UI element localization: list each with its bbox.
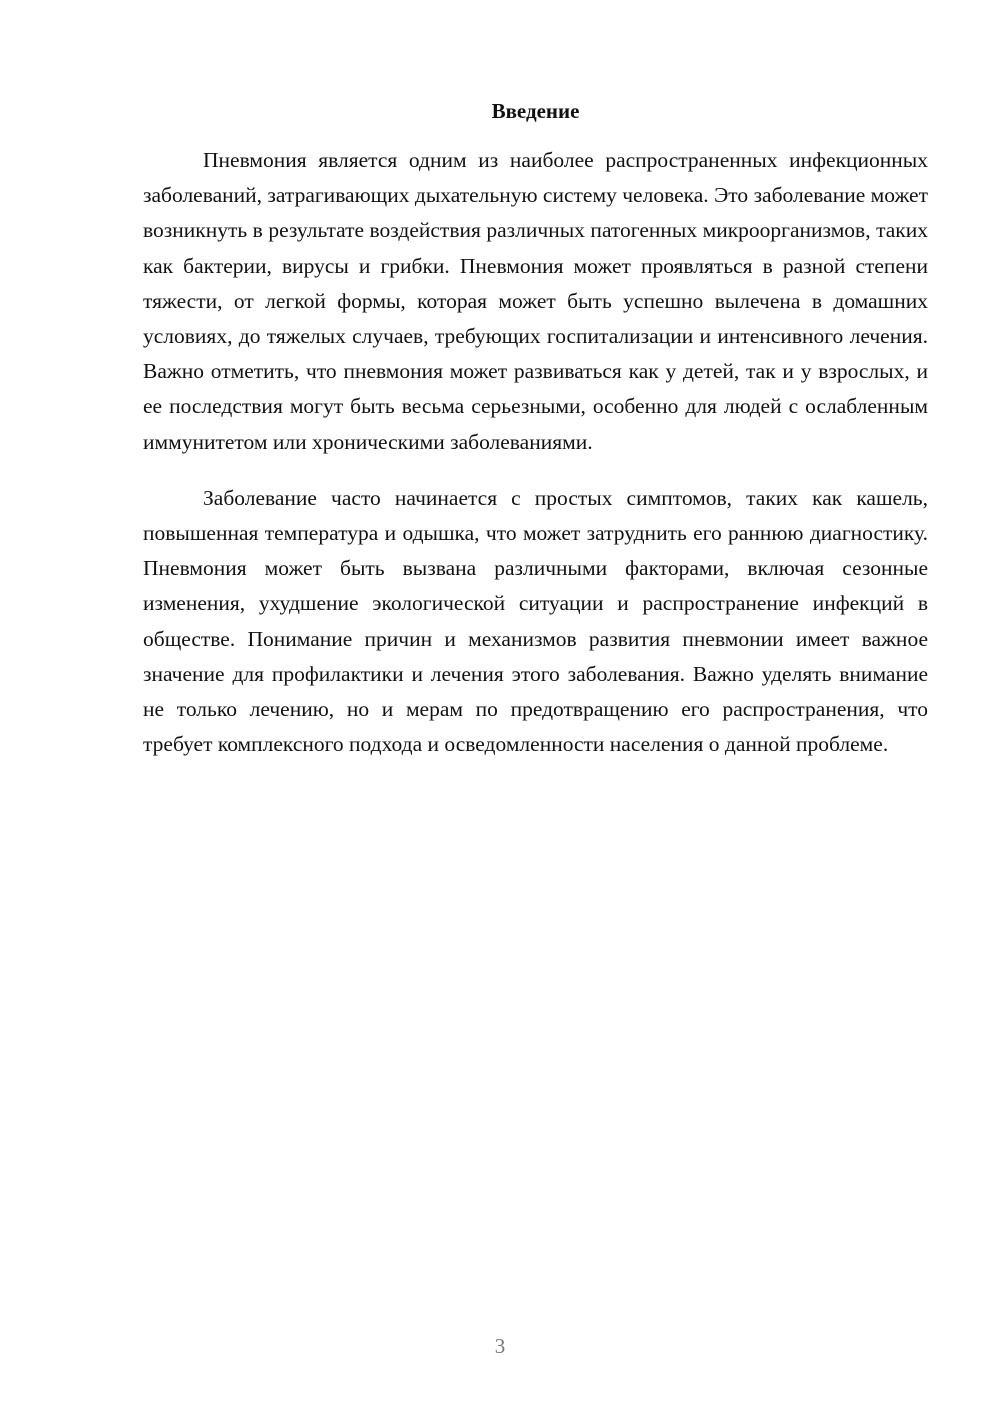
- paragraph-1: Пневмония является одним из наиболее распространенных инфекционных заболеваний, затрагивающих дыхательную систему человека. Это заболевание может возникнуть в результате воздействия различных патогенных микроорганизмов, таких как бактерии, вирусы и грибки. Пневмония может проявляться в разной степени тяжести, от легкой формы, которая может быть успешно вылечена в домашних условиях, до тяжелых случаев, требующих госпитализации и интенсивного лечения. Важно отметить, что пневмония может развиваться как у детей, так и у взрослых, и ее последствия могут быть весьма серьезными, особенно для людей с ослабленным иммунитетом или хроническими заболеваниями.: [143, 148, 928, 454]
- page-content: [143, 96, 928, 762]
- section-heading: Введение: [491, 99, 580, 123]
- page-number: 3: [494, 1334, 506, 1358]
- paragraph-2: Заболевание часто начинается с простых симптомов, таких как кашель, повышенная температура и одышка, что может затруднить его раннюю диагностику. Пневмония может быть вызвана различными факторами, включая сезонные изменения, ухудшение экологической ситуации и распространение инфекций в обществе. Понимание причин и механизмов развития пневмонии имеет важное значение для профилактики и лечения этого заболевания. Важно уделять внимание не только лечению, но и мерам по предотвращению его распространения, что требует комплексного подхода и осведомленности населения о данной проблеме.: [143, 485, 928, 757]
